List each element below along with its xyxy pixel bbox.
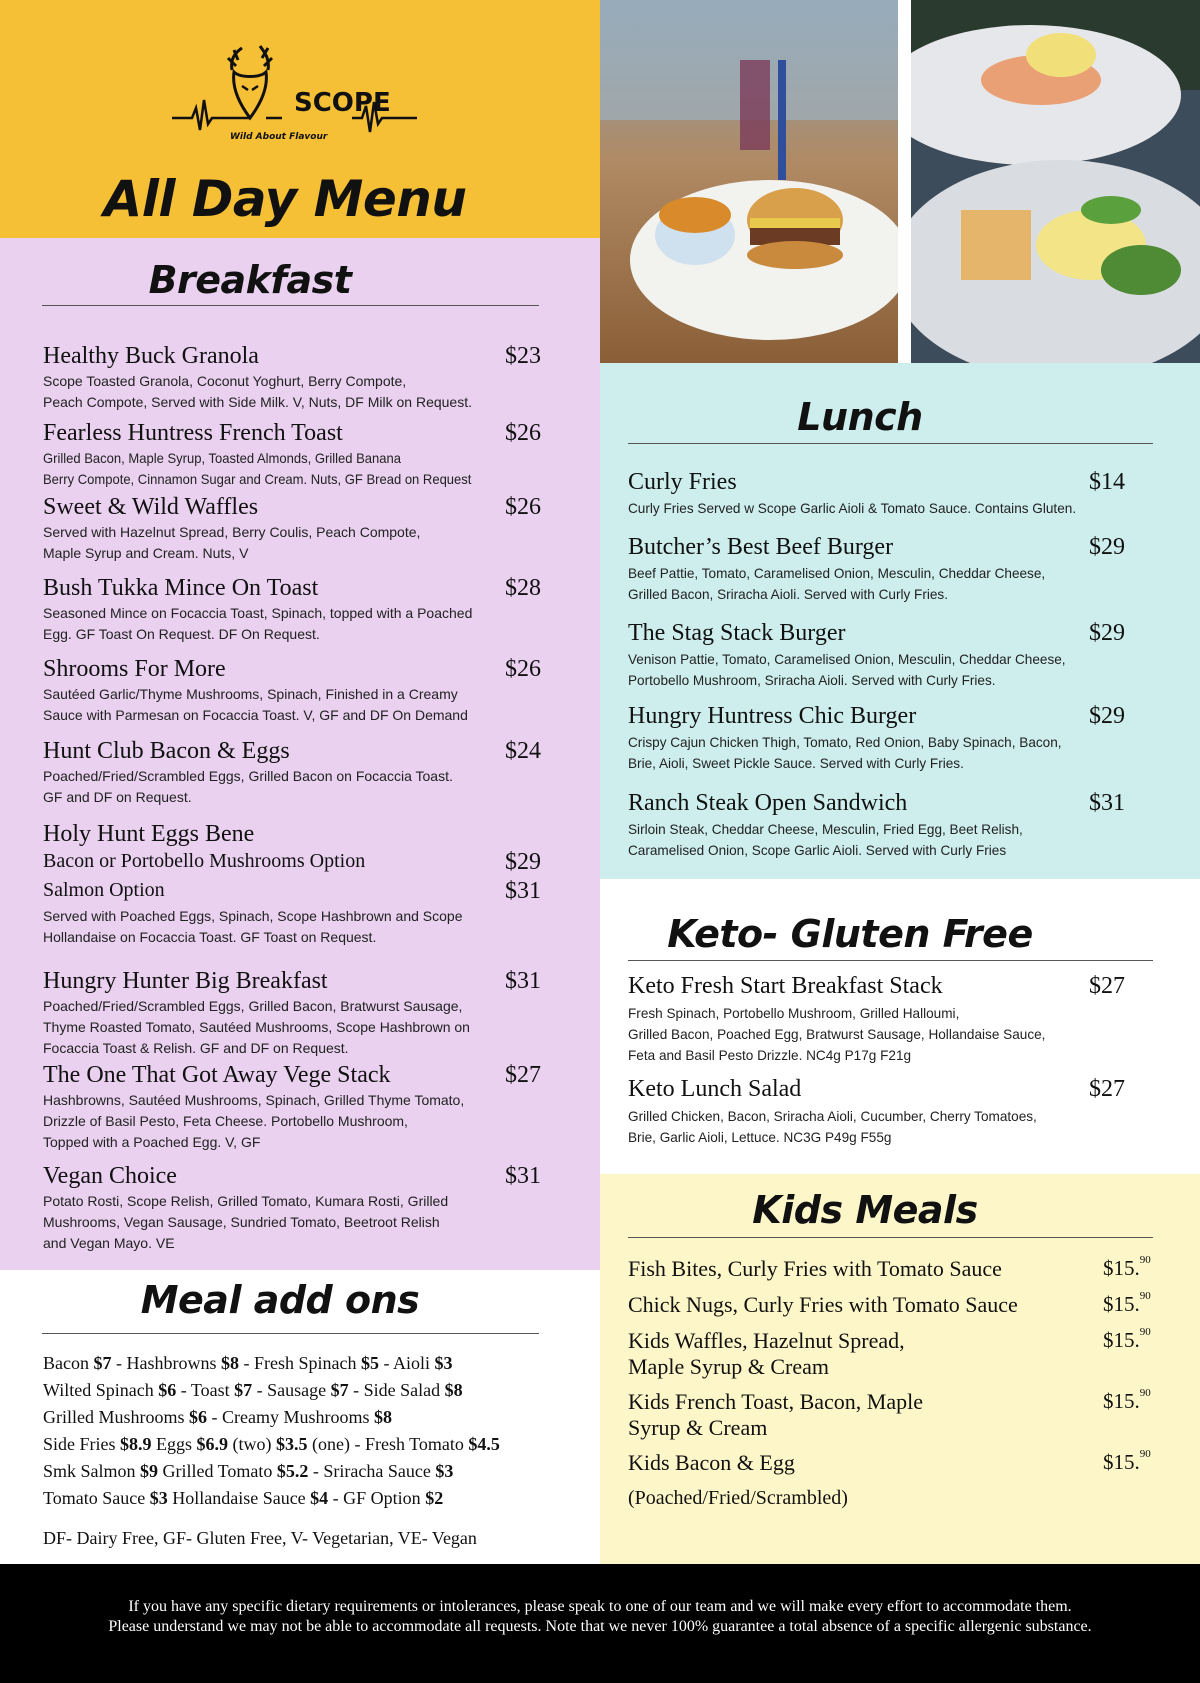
allergen-disclaimer: If you have any specific dietary requirements or intolerances, please speak to one of our team and we will make every effort to accommodate them. Please understand we may not be able to accommodate all requests. Note that we never 100% guarantee a total absence of a specific allergenic substance.	[108, 1598, 1092, 1635]
addon-label: - Aioli	[378, 1353, 435, 1373]
addon-label: Grilled Mushrooms	[43, 1407, 189, 1427]
lunch-item-desc: Crispy Cajun Chicken Thigh, Tomato, Red Onion, Baby Spinach, Bacon, Brie, Aioli, Sweet Pickle Sauce. Served with Curly Fries.	[628, 734, 1062, 771]
addon-price: $3	[434, 1353, 453, 1373]
addon-price: $3	[435, 1461, 454, 1481]
addon-label: Bacon	[43, 1353, 94, 1373]
lunch-item-name: The Stag Stack Burger	[628, 620, 846, 646]
keto-item-name: Keto Fresh Start Breakfast Stack	[628, 973, 943, 999]
addon-price: $7	[93, 1353, 112, 1373]
addon-label: Grilled Tomato	[158, 1461, 277, 1481]
breakfast-item-price: $31	[505, 968, 541, 994]
kids-item-name: Chick Nugs, Curly Fries with Tomato Sauce	[628, 1292, 1018, 1317]
logo-wordmark: SCOPE	[294, 88, 391, 118]
addon-price: $2	[425, 1488, 444, 1508]
addon-price: $6.9	[196, 1434, 229, 1454]
addons-heading: Meal add ons	[140, 1278, 420, 1322]
burger-photo	[600, 0, 898, 363]
breakfast-item-desc: Grilled Bacon, Maple Syrup, Toasted Almonds, Grilled Banana Berry Compote, Cinnamon Sugar and Cream. Nuts, GF Bread on Request	[43, 450, 472, 487]
kids-price-cents: 90	[1139, 1254, 1151, 1266]
breakfast-item-price: $23	[505, 343, 541, 369]
addon-line	[43, 1404, 392, 1431]
breakfast-item-name: Hungry Hunter Big Breakfast	[43, 968, 328, 994]
breakfast-item-name: Hunt Club Bacon & Eggs	[43, 738, 290, 764]
keto-item-price: $27	[1089, 1076, 1125, 1102]
breakfast-item-price: $26	[505, 656, 541, 682]
lunch-item-name: Curly Fries	[628, 469, 737, 495]
breakfast-item-desc: Poached/Fried/Scrambled Eggs, Grilled Bacon, Bratwurst Sausage, Thyme Roasted Tomato, Sautéed Mushrooms, Scope Hashbrown on Focaccia Toast & Relish. GF and DF on Request.	[43, 998, 470, 1056]
breakfast-item-name: Bush Tukka Mince On Toast	[43, 575, 319, 601]
breakfast-item-name: Healthy Buck Granola	[43, 343, 259, 369]
addon-line	[43, 1485, 443, 1512]
breakfast-item-name: The One That Got Away Vege Stack	[43, 1062, 391, 1088]
breakfast-item-desc: Scope Toasted Granola, Coconut Yoghurt, Berry Compote, Peach Compote, Served with Side Milk. V, Nuts, DF Milk on Request.	[43, 373, 472, 410]
breakfast-item-price: $26	[505, 494, 541, 520]
breakfast-divider	[42, 305, 539, 306]
kids-price-main: $15.	[1103, 1256, 1140, 1280]
eggs-bene-photo	[911, 0, 1200, 363]
logo-tagline: Wild About Flavour	[230, 132, 328, 142]
bene-option-label: Salmon Option	[43, 879, 165, 901]
addon-label: Side Fries	[43, 1434, 121, 1454]
lunch-item-desc: Beef Pattie, Tomato, Caramelised Onion, Mesculin, Cheddar Cheese, Grilled Bacon, Sriracha Aioli. Served with Curly Fries.	[628, 565, 1046, 602]
breakfast-item-price: $28	[505, 575, 541, 601]
keto-heading: Keto- Gluten Free	[667, 912, 1033, 956]
lunch-item-desc: Curly Fries Served w Scope Garlic Aioli & Tomato Sauce. Contains Gluten.	[628, 500, 1077, 516]
breakfast-item-price: $26	[505, 420, 541, 446]
lunch-item-name: Butcher’s Best Beef Burger	[628, 534, 894, 560]
kids-item-name: Kids Waffles, Hazelnut Spread, Maple Syrup & Cream	[628, 1328, 905, 1379]
breakfast-item-desc: Potato Rosti, Scope Relish, Grilled Tomato, Kumara Rosti, Grilled Mushrooms, Vegan Sausage, Sundried Tomato, Beetroot Relish and Vegan Mayo. VE	[43, 1193, 449, 1251]
addon-label: (two)	[228, 1434, 277, 1454]
kids-price-cents: 90	[1139, 1326, 1151, 1338]
addon-label: - Creamy Mushrooms	[207, 1407, 374, 1427]
addon-price: $3.5	[276, 1434, 308, 1454]
addon-label: Smk Salmon	[43, 1461, 141, 1481]
kids-price-cents: 90	[1139, 1290, 1151, 1302]
breakfast-item-price: $24	[505, 738, 541, 764]
breakfast-heading: Breakfast	[148, 258, 352, 302]
addon-price: $8	[220, 1353, 239, 1373]
page-title: All Day Menu	[103, 170, 467, 228]
keto-item-price: $27	[1089, 973, 1125, 999]
addon-price: $4.5	[468, 1434, 500, 1454]
lunch-item-price: $14	[1089, 469, 1125, 495]
dietary-legend: DF- Dairy Free, GF- Gluten Free, V- Vegetarian, VE- Vegan	[43, 1528, 477, 1548]
addon-line	[43, 1350, 452, 1377]
breakfast-item-price: $27	[505, 1062, 541, 1088]
kids-price-main: $15.	[1103, 1389, 1140, 1413]
addon-label: - Toast	[176, 1380, 235, 1400]
breakfast-item-desc: Served with Hazelnut Spread, Berry Coulis, Peach Compote, Maple Syrup and Cream. Nuts, V	[43, 524, 421, 561]
keto-item-desc: Grilled Chicken, Bacon, Sriracha Aioli, Cucumber, Cherry Tomatoes, Brie, Garlic Aioli, Lettuce. NC3G P49g F55g	[628, 1108, 1037, 1145]
addon-price: $8	[373, 1407, 392, 1427]
addon-label: - GF Option	[328, 1488, 426, 1508]
lunch-item-desc: Venison Pattie, Tomato, Caramelised Onion, Mesculin, Cheddar Cheese, Portobello Mushroom, Sriracha Aioli. Served with Curly Fries.	[628, 651, 1066, 688]
breakfast-item-desc: Seasoned Mince on Focaccia Toast, Spinach, topped with a Poached Egg. GF Toast On Request. DF On Request.	[43, 605, 473, 642]
lunch-item-desc: Sirloin Steak, Cheddar Cheese, Mesculin, Fried Egg, Beet Relish, Caramelised Onion, Scope Garlic Aioli. Served with Curly Fries	[628, 821, 1023, 858]
lunch-divider	[628, 443, 1153, 444]
breakfast-item-name: Sweet & Wild Waffles	[43, 494, 259, 520]
bene-option-label: Bacon or Portobello Mushrooms Option	[43, 850, 366, 872]
kids-divider	[628, 1237, 1153, 1238]
breakfast-item-name: Shrooms For More	[43, 656, 226, 682]
breakfast-item-desc: Poached/Fried/Scrambled Eggs, Grilled Bacon on Focaccia Toast. GF and DF on Request.	[43, 768, 453, 805]
logo	[172, 40, 417, 150]
lunch-item-name: Hungry Huntress Chic Burger	[628, 703, 917, 729]
bene-option-price: $31	[505, 878, 541, 904]
addon-label: - Sausage	[252, 1380, 331, 1400]
addon-line	[43, 1377, 463, 1404]
kids-item-price	[1103, 1389, 1151, 1414]
addon-price: $4	[310, 1488, 329, 1508]
kids-item-price	[1103, 1450, 1151, 1475]
breakfast-item-name: Vegan Choice	[43, 1163, 177, 1189]
kids-note: (Poached/Fried/Scrambled)	[628, 1487, 848, 1509]
addon-price: $5.2	[276, 1461, 309, 1481]
breakfast-item-desc: Hashbrowns, Sautéed Mushrooms, Spinach, Grilled Thyme Tomato, Drizzle of Basil Pesto, Feta Cheese. Portobello Mushroom, Topped with a Poached Egg. V, GF	[43, 1092, 465, 1150]
addon-label: Hollandaise Sauce	[167, 1488, 311, 1508]
bene-desc: Served with Poached Eggs, Spinach, Scope Hashbrown and Scope Hollandaise on Focaccia Toast. GF Toast on Request.	[43, 908, 463, 945]
addon-price: $8.9	[120, 1434, 152, 1454]
addon-price: $6	[189, 1407, 207, 1427]
addon-label: Tomato Sauce	[43, 1488, 150, 1508]
kids-price-main: $15.	[1103, 1450, 1140, 1474]
kids-item-name: Kids French Toast, Bacon, Maple Syrup & Cream	[628, 1389, 924, 1440]
addon-label: (one) - Fresh Tomato	[307, 1434, 469, 1454]
addon-label: - Side Salad	[348, 1380, 445, 1400]
addon-price: $3	[149, 1488, 168, 1508]
lunch-item-price: $29	[1089, 534, 1125, 560]
addon-label: Eggs	[151, 1434, 197, 1454]
kids-item-price	[1103, 1292, 1151, 1317]
kids-price-main: $15.	[1103, 1328, 1140, 1352]
lunch-item-price: $29	[1089, 703, 1125, 729]
addons-divider	[42, 1333, 539, 1334]
lunch-item-price: $31	[1089, 790, 1125, 816]
kids-heading: Kids Meals	[752, 1188, 978, 1232]
keto-item-name: Keto Lunch Salad	[628, 1076, 802, 1102]
keto-item-desc: Fresh Spinach, Portobello Mushroom, Grilled Halloumi, Grilled Bacon, Poached Egg, Bratwurst Sausage, Hollandaise Sauce, Feta and Basil Pesto Drizzle. NC4g P17g F21g	[628, 1005, 1046, 1063]
addon-price: $7	[330, 1380, 349, 1400]
addon-price: $5	[360, 1353, 379, 1373]
addon-label: Wilted Spinach	[43, 1380, 159, 1400]
addon-price: $7	[234, 1380, 253, 1400]
kids-item-price	[1103, 1328, 1151, 1353]
kids-price-main: $15.	[1103, 1292, 1140, 1316]
addon-price: $9	[140, 1461, 159, 1481]
lunch-heading: Lunch	[797, 395, 923, 439]
addon-price: $8	[444, 1380, 463, 1400]
addon-label: - Sriracha Sauce	[308, 1461, 436, 1481]
bene-option-price: $29	[505, 849, 541, 875]
kids-item-price	[1103, 1256, 1151, 1281]
addon-price: $6	[158, 1380, 177, 1400]
kids-price-cents: 90	[1139, 1387, 1151, 1399]
addon-line	[43, 1431, 500, 1458]
breakfast-item-desc: Sautéed Garlic/Thyme Mushrooms, Spinach, Finished in a Creamy Sauce with Parmesan on Focaccia Toast. V, GF and DF On Demand	[43, 686, 468, 723]
kids-item-name: Fish Bites, Curly Fries with Tomato Sauce	[628, 1256, 1002, 1281]
keto-divider	[628, 960, 1153, 961]
addon-label: - Hashbrowns	[111, 1353, 221, 1373]
addon-line	[43, 1458, 453, 1485]
breakfast-item-name: Holy Hunt Eggs Bene	[43, 821, 255, 847]
addon-label: - Fresh Spinach	[238, 1353, 361, 1373]
breakfast-item-price: $31	[505, 1163, 541, 1189]
lunch-item-price: $29	[1089, 620, 1125, 646]
kids-item-name: Kids Bacon & Egg	[628, 1450, 795, 1475]
kids-price-cents: 90	[1139, 1448, 1151, 1460]
lunch-item-name: Ranch Steak Open Sandwich	[628, 790, 908, 816]
breakfast-item-name: Fearless Huntress French Toast	[43, 420, 343, 446]
